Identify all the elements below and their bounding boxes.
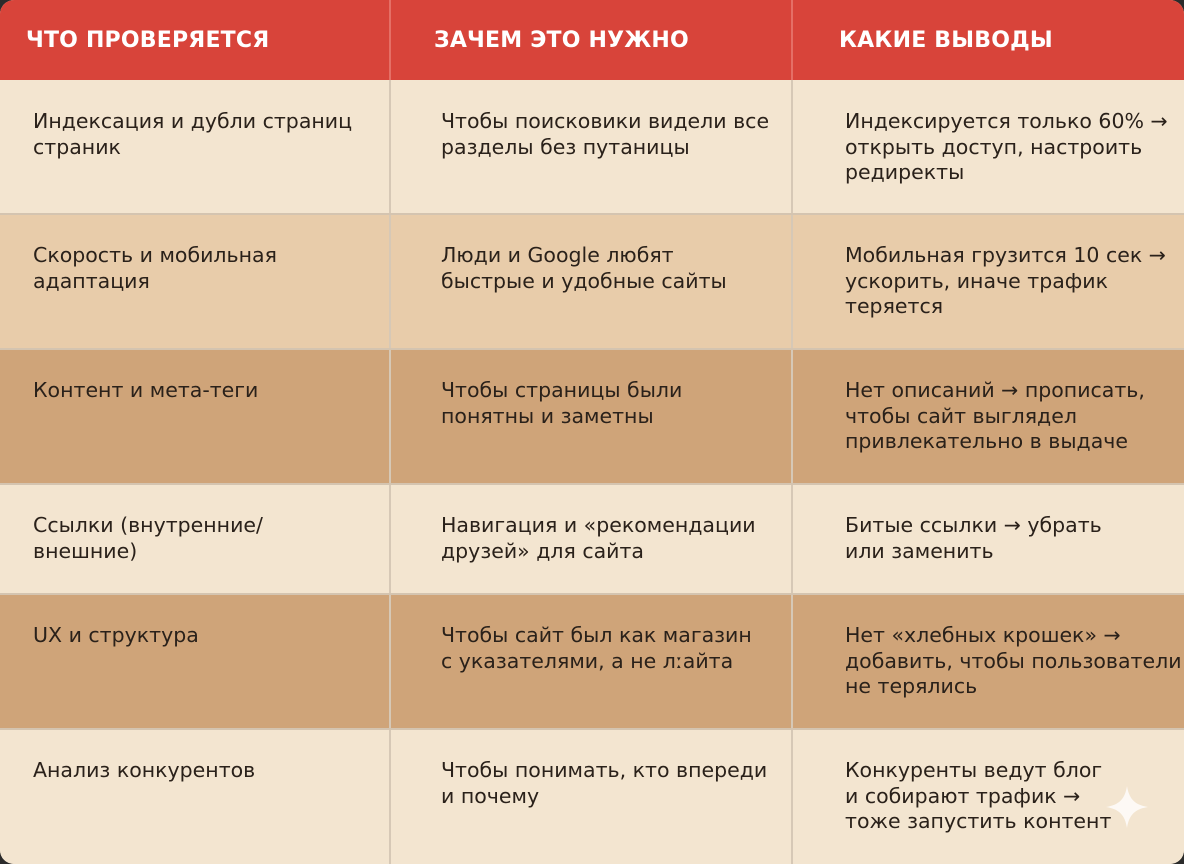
cell-result (793, 214, 1184, 349)
cell-why (391, 594, 793, 729)
header-cell-result (793, 0, 1184, 80)
cell-what-text: Индексация и дубли страниц страник (33, 109, 353, 159)
cell-why-text: Чтобы страницы были понятны и заметны (441, 378, 683, 428)
table-header (0, 0, 1184, 80)
table-row (0, 729, 1184, 864)
header-why-label: ЗАЧЕМ ЭТО НУЖНО (434, 28, 689, 53)
cell-result-text: Нет «хлебных крошек» → добавить, чтобы пользователи не терялись (845, 623, 1182, 698)
row-divider (0, 483, 1184, 485)
header-what-label: ЧТО ПРОВЕРЯЕТСЯ (26, 28, 270, 53)
cell-what-text: Анализ конкурентов (33, 758, 256, 782)
cell-why (391, 80, 793, 214)
cell-what (0, 214, 391, 349)
table-row (0, 214, 1184, 349)
cell-why (391, 484, 793, 594)
row-divider (0, 593, 1184, 595)
cell-why (391, 729, 793, 864)
table-row (0, 484, 1184, 594)
cell-why-text: Чтобы сайт был как магазин с указателями, а не лːайта (441, 623, 752, 673)
row-divider (0, 728, 1184, 730)
cell-why-text: Навигация и «рекомендации друзей» для сайта (441, 513, 756, 563)
cell-result-text: Битые ссылки → убрать или заменить (845, 513, 1102, 563)
cell-result (793, 484, 1184, 594)
table-row (0, 349, 1184, 484)
cell-what (0, 594, 391, 729)
header-result-label: КАКИЕ ВЫВОДЫ (839, 28, 1053, 53)
cell-what (0, 80, 391, 214)
cell-why-text: Чтобы поисковики видели все разделы без путаницы (441, 109, 770, 159)
cell-why (391, 214, 793, 349)
cell-what-text: Ссылки (внутренние/ внешние) (33, 513, 263, 563)
cell-what (0, 729, 391, 864)
table-row (0, 594, 1184, 729)
row-divider (0, 348, 1184, 350)
cell-what-text: Контент и мета-теги (33, 378, 259, 402)
cell-why-text: Чтобы понимать, кто впереди и почему (441, 758, 768, 808)
row-divider (0, 213, 1184, 215)
header-cell-why (391, 0, 793, 80)
header-cell-what (0, 0, 391, 80)
cell-result-text: Мобильная грузится 10 сек → ускорить, иначе трафик теряется (845, 243, 1166, 318)
cell-result-text: Нет описаний → прописать, чтобы сайт выглядел привлекательно в выдаче (845, 378, 1145, 453)
cell-result (793, 80, 1184, 214)
cell-result (793, 349, 1184, 484)
cell-what-text: UX и структура (33, 623, 199, 647)
table-row (0, 80, 1184, 214)
cell-what (0, 349, 391, 484)
cell-result-text: Индексируется только 60% → открыть доступ, настроить редиректы (845, 109, 1168, 184)
cell-what-text: Скорость и мобильная адаптация (33, 243, 277, 293)
cell-result-text: Конкуренты ведут блог и собирают трафик → тоже запустить контент (845, 758, 1112, 833)
cell-why-text: Люди и Google любят быстрые и удобные сайты (441, 243, 727, 293)
sparkle-icon (1104, 784, 1150, 830)
cell-why (391, 349, 793, 484)
cell-what (0, 484, 391, 594)
cell-result (793, 594, 1184, 729)
